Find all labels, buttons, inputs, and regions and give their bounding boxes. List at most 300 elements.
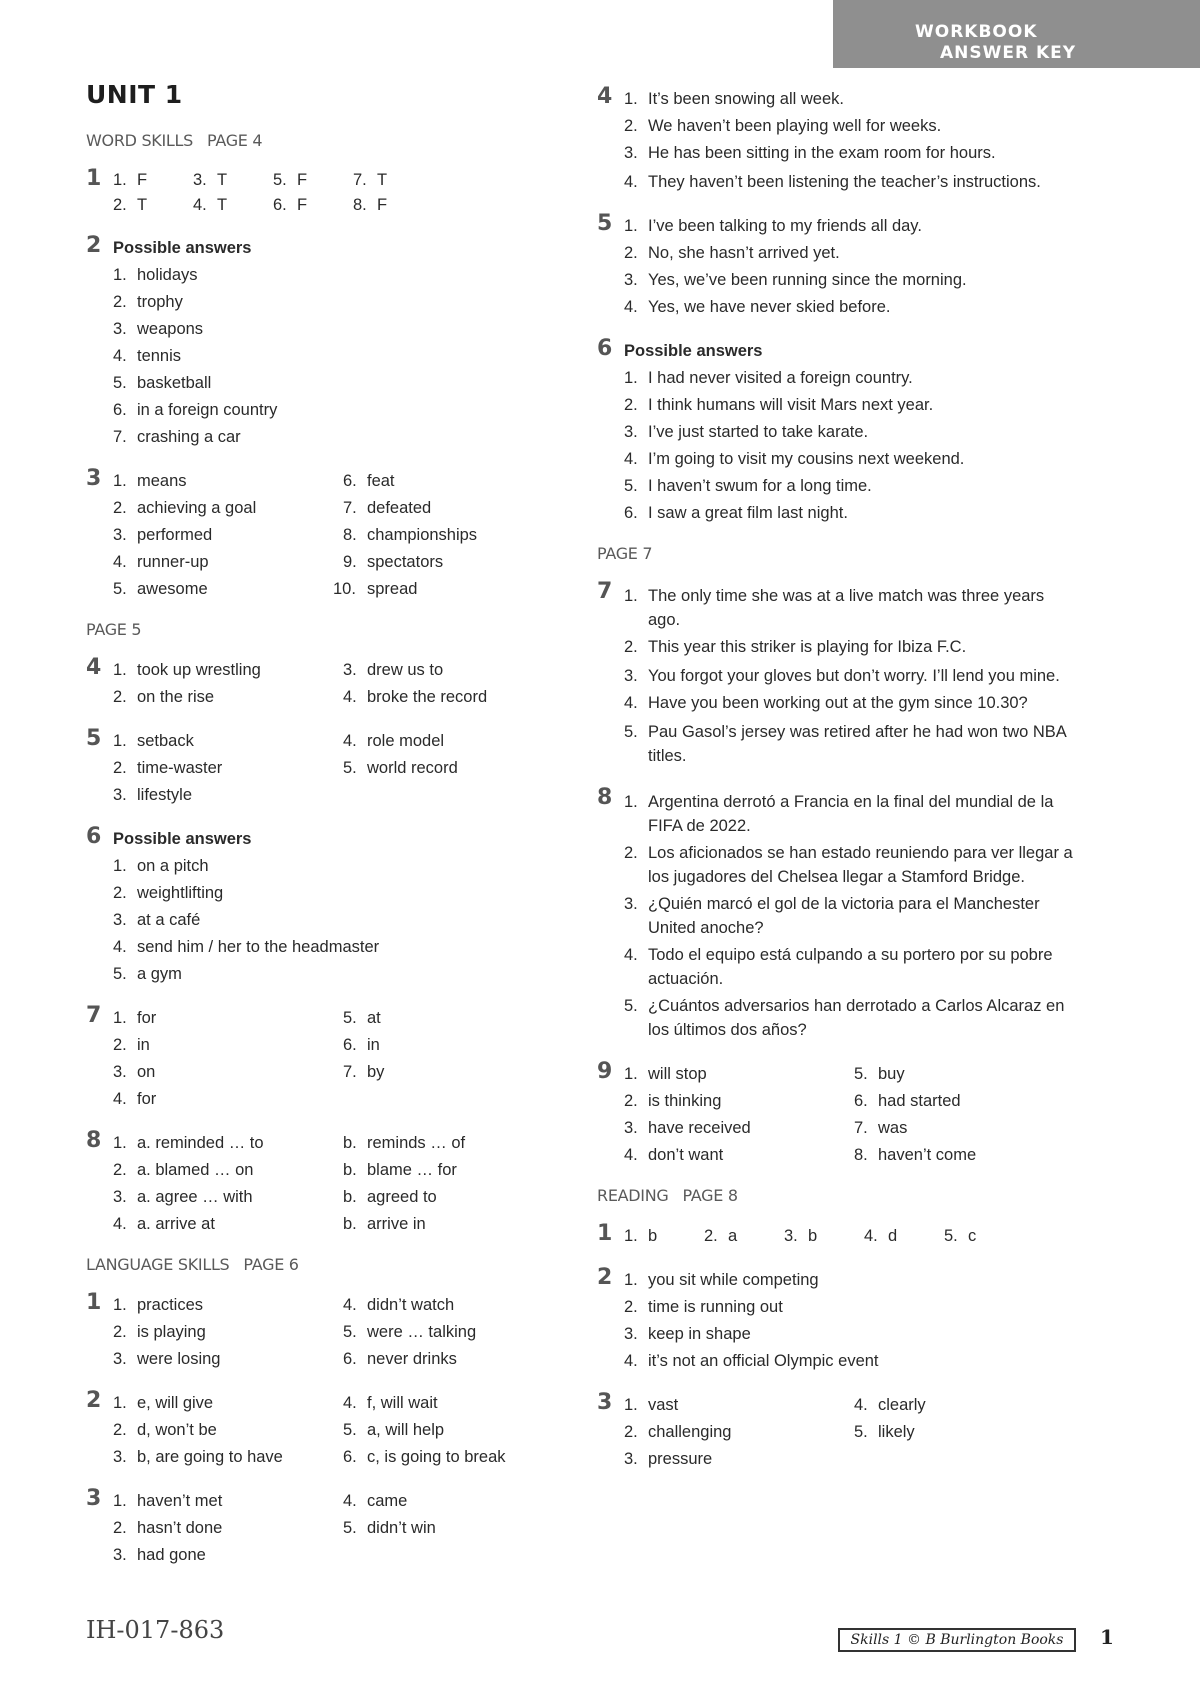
answer-number: 5. — [343, 1421, 357, 1439]
answer-text: d, won’t be — [137, 1421, 217, 1439]
answer-text: runner-up — [137, 553, 209, 571]
answer-text: performed — [137, 526, 213, 544]
exercise — [597, 1267, 1077, 1375]
answer-item — [854, 1061, 1084, 1088]
answer-item — [113, 1346, 343, 1373]
answer-item — [624, 664, 1077, 688]
answer-number: 1. — [624, 1271, 638, 1289]
answer-item — [944, 1223, 1024, 1250]
answer-number: 8. — [353, 196, 367, 214]
answer-text: I’ve been talking to my friends all day. — [648, 217, 922, 235]
answer-text: agreed to — [367, 1188, 437, 1206]
answer-number: 6. — [273, 196, 287, 214]
answer-number: 7. — [353, 171, 367, 189]
answer-text: Yes, we have never skied before. — [648, 298, 891, 316]
section-page: PAGE 4 — [207, 131, 263, 150]
answer-item — [113, 316, 566, 343]
page-number: 1 — [1100, 1625, 1114, 1649]
exercise — [597, 86, 1077, 196]
answer-number: 2. — [113, 1421, 127, 1439]
answer-item — [113, 1417, 343, 1444]
answer-text: d — [888, 1227, 898, 1245]
answer-item — [624, 584, 1077, 632]
answer-item — [343, 549, 573, 576]
answer-number: 2. — [113, 759, 127, 777]
answer-item — [273, 193, 353, 218]
answer-item — [624, 1223, 704, 1250]
answer-number: 1. — [624, 1396, 638, 1414]
answer-number: 1. — [113, 1009, 127, 1027]
answer-number: 3. — [113, 1063, 127, 1081]
answer-list — [113, 1005, 573, 1113]
answer-text: F — [297, 196, 308, 214]
left-column — [86, 80, 566, 1586]
section-page: PAGE 5 — [86, 620, 142, 639]
answer-item — [624, 365, 1077, 392]
answer-list — [624, 584, 1077, 768]
answer-text: have received — [648, 1119, 751, 1137]
answer-item — [113, 1211, 343, 1238]
answer-item — [343, 1292, 573, 1319]
footer-code: IH-017-863 — [86, 1616, 225, 1644]
answer-item — [113, 1319, 343, 1346]
answer-item — [624, 943, 1077, 991]
answer-item — [113, 907, 566, 934]
answer-text: likely — [878, 1423, 915, 1441]
answer-number: 3. — [624, 144, 638, 162]
exercise-number: 4 — [86, 655, 102, 680]
section-page: PAGE 8 — [682, 1186, 738, 1205]
answer-item — [113, 424, 566, 451]
answer-text: spectators — [367, 553, 444, 571]
answer-item — [113, 728, 343, 755]
answer-item — [113, 1005, 343, 1032]
answer-number: 1. — [113, 266, 127, 284]
answer-list — [624, 213, 1077, 321]
answer-text: Have you been working out at the gym since 10.30? — [648, 694, 1028, 712]
answer-number: 6. — [343, 1350, 357, 1368]
answer-item — [113, 1444, 343, 1471]
answer-text: T — [217, 196, 228, 214]
answer-list — [624, 790, 1077, 1042]
answer-number: 4. — [113, 1215, 127, 1233]
answer-text: f, will wait — [367, 1394, 438, 1412]
answer-text: drew us to — [367, 661, 444, 679]
answer-text: Argentina derrotó a Francia en la final del mundial de la FIFA de 2022. — [648, 793, 1054, 835]
answer-item — [113, 262, 566, 289]
answer-number: 4. — [624, 450, 638, 468]
answer-item — [113, 193, 193, 218]
answer-number: 2. — [624, 117, 638, 135]
answer-item — [113, 168, 193, 193]
answer-item — [343, 755, 573, 782]
answer-number: 6. — [343, 1448, 357, 1466]
answer-number: 9. — [343, 553, 357, 571]
answer-text: a gym — [137, 965, 182, 983]
answer-item — [113, 1542, 343, 1569]
answer-list — [624, 1392, 1084, 1473]
answer-number: 4. — [343, 1296, 357, 1314]
exercise-answers — [624, 1267, 1077, 1375]
answer-item — [343, 728, 573, 755]
exercise-number: 8 — [86, 1128, 102, 1153]
section-header-language-skills — [86, 1255, 566, 1274]
answer-text: c, is going to break — [367, 1448, 506, 1466]
exercise — [86, 1488, 566, 1569]
answer-number: 10. — [333, 580, 356, 598]
answer-number: 3. — [624, 1325, 638, 1343]
answer-number: 5. — [113, 374, 127, 392]
answer-text: a — [728, 1227, 738, 1245]
answer-number: 2. — [624, 1423, 638, 1441]
answer-text: T — [137, 196, 148, 214]
answer-item — [784, 1223, 864, 1250]
exercise-heading: Possible answers — [113, 830, 252, 848]
answer-item — [624, 86, 1077, 113]
exercise-number: 1 — [86, 1290, 102, 1315]
answer-text: time is running out — [648, 1298, 783, 1316]
exercise-number: 3 — [86, 1486, 102, 1511]
answer-item — [624, 140, 1077, 167]
exercise — [597, 1223, 1077, 1250]
exercise-answers — [624, 1223, 1077, 1250]
answer-number: 3. — [113, 1188, 127, 1206]
answer-list — [113, 468, 573, 603]
answer-text: haven’t come — [878, 1146, 977, 1164]
answer-item — [854, 1115, 1084, 1142]
exercise-answers — [624, 1061, 1084, 1169]
answer-number: 6. — [624, 504, 638, 522]
exercise-number: 7 — [597, 579, 613, 604]
answer-item — [624, 473, 1077, 500]
answer-text: holidays — [137, 266, 198, 284]
exercise-heading: Possible answers — [624, 342, 763, 360]
answer-number: 7. — [343, 1063, 357, 1081]
answer-number: 2. — [113, 1323, 127, 1341]
exercise-number: 8 — [597, 785, 613, 810]
answer-text: weapons — [137, 320, 204, 338]
answer-item — [333, 576, 573, 603]
answer-list — [113, 1292, 573, 1373]
answer-item — [343, 1346, 573, 1373]
answer-number: 4. — [343, 732, 357, 750]
answer-item — [624, 1267, 1077, 1294]
answer-list — [624, 1061, 1084, 1169]
answer-item — [343, 1390, 573, 1417]
answer-number: 3. — [784, 1227, 798, 1245]
answer-text: basketball — [137, 374, 212, 392]
answer-item — [624, 720, 1077, 768]
exercise-number: 2 — [86, 233, 102, 258]
answer-number: 3. — [624, 423, 638, 441]
answer-item — [624, 1392, 854, 1419]
exercise-number: 6 — [86, 824, 102, 849]
answer-number: 1. — [624, 587, 638, 605]
exercise-number: 3 — [597, 1390, 613, 1415]
exercise — [597, 787, 1077, 1044]
answer-item — [113, 1130, 343, 1157]
answer-text: a. blamed … on — [137, 1161, 254, 1179]
answer-item — [113, 343, 566, 370]
answer-number: 5. — [343, 1519, 357, 1537]
answer-item — [353, 168, 433, 193]
answer-number: 7. — [343, 499, 357, 517]
answer-number: 2. — [113, 196, 127, 214]
answer-text: pressure — [648, 1450, 713, 1468]
answer-number: 7. — [854, 1119, 868, 1137]
answer-number: 1. — [624, 217, 638, 235]
answer-number: 2. — [113, 1036, 127, 1054]
answer-number: 1. — [624, 793, 638, 811]
answer-item — [343, 684, 573, 711]
answer-item — [343, 1417, 573, 1444]
answer-list — [113, 728, 573, 809]
answer-item — [113, 684, 343, 711]
exercise-answers — [113, 468, 573, 603]
right-column — [597, 86, 1077, 1490]
answer-text: in — [137, 1036, 150, 1054]
exercise — [597, 1061, 1077, 1169]
answer-number: 1. — [113, 1296, 127, 1314]
answer-number: 1. — [113, 661, 127, 679]
answer-number: b. — [343, 1215, 357, 1233]
answer-item — [113, 1032, 343, 1059]
answer-number: 3. — [113, 911, 127, 929]
answer-number: 6. — [343, 472, 357, 490]
answer-text: in a foreign country — [137, 401, 278, 419]
exercise-number: 5 — [86, 726, 102, 751]
answer-text: didn’t win — [367, 1519, 436, 1537]
answer-text: world record — [367, 759, 458, 777]
answer-item — [624, 446, 1077, 473]
answer-number: 1. — [624, 1065, 638, 1083]
answer-item — [854, 1088, 1084, 1115]
answer-text: on — [137, 1063, 156, 1081]
answer-item — [343, 1515, 573, 1542]
answer-item — [624, 1142, 854, 1169]
answer-item — [624, 1115, 854, 1142]
answer-item — [113, 934, 566, 961]
answer-number: 2. — [113, 884, 127, 902]
exercise-answers — [624, 338, 1077, 527]
answer-item — [343, 1157, 573, 1184]
answer-item — [624, 267, 1077, 294]
answer-text: arrive in — [367, 1215, 426, 1233]
answer-item — [624, 634, 1077, 661]
answer-number: 5. — [113, 965, 127, 983]
copyright-box: Skills 1 © B Burlington Books — [838, 1628, 1076, 1652]
answer-item — [854, 1419, 1084, 1446]
answer-text: came — [367, 1492, 408, 1510]
answer-number: b. — [343, 1188, 357, 1206]
answer-text: e, will give — [137, 1394, 214, 1412]
exercise-answers — [624, 213, 1077, 321]
answer-text: at — [367, 1009, 381, 1027]
answer-text: Los aficionados se han estado reuniendo para ver llegar a los jugadores del Chelsea llegar a Stamford Bridge. — [648, 844, 1073, 886]
answer-text: means — [137, 472, 187, 490]
answer-number: 2. — [704, 1227, 718, 1245]
section-header-page-7 — [597, 544, 1077, 563]
answer-list — [624, 1223, 1077, 1250]
answer-item — [273, 168, 353, 193]
answer-item — [113, 495, 343, 522]
answer-text: took up wrestling — [137, 661, 261, 679]
exercise-number: 1 — [597, 1221, 613, 1246]
answer-text: were losing — [137, 1350, 221, 1368]
exercise — [86, 657, 566, 711]
answer-number: 6. — [113, 401, 127, 419]
answer-text: were … talking — [367, 1323, 477, 1341]
answer-text: on the rise — [137, 688, 215, 706]
answer-list — [113, 657, 573, 711]
answer-item — [343, 1032, 573, 1059]
answer-list — [113, 1130, 573, 1238]
exercise — [86, 1130, 566, 1238]
unit-title: UNIT 1 — [86, 80, 183, 109]
answer-text: I saw a great film last night. — [648, 504, 848, 522]
answer-text: don’t want — [648, 1146, 724, 1164]
answer-text: challenging — [648, 1423, 732, 1441]
answer-number: 5. — [944, 1227, 958, 1245]
answer-text: by — [367, 1063, 385, 1081]
exercise-answers — [624, 1392, 1084, 1473]
answer-number: 1. — [113, 171, 127, 189]
badge-line-2: ANSWER KEY — [940, 43, 1077, 63]
answer-number: b. — [343, 1134, 357, 1152]
answer-item — [343, 657, 573, 684]
answer-text: will stop — [648, 1065, 707, 1083]
answer-item — [704, 1223, 784, 1250]
answer-text: a. reminded … to — [137, 1134, 264, 1152]
answer-number: 2. — [113, 1161, 127, 1179]
exercise-answers — [624, 86, 1077, 196]
exercise-number: 1 — [86, 166, 102, 191]
answer-text: No, she hasn’t arrived yet. — [648, 244, 840, 262]
answer-number: 3. — [343, 661, 357, 679]
answer-item — [113, 522, 343, 549]
answer-number: 4. — [624, 1352, 638, 1370]
section-header-word-skills — [86, 131, 566, 150]
answer-text: had started — [878, 1092, 961, 1110]
answer-text: at a café — [137, 911, 201, 929]
answer-number: 4. — [113, 347, 127, 365]
answer-item — [864, 1223, 944, 1250]
exercise — [86, 1292, 566, 1373]
answer-text: You forgot your gloves but don’t worry. I’ll lend you mine. — [648, 667, 1060, 685]
exercise-answers — [113, 168, 566, 218]
exercise — [86, 1390, 566, 1471]
answer-number: 5. — [624, 477, 638, 495]
exercise-number: 4 — [597, 84, 613, 109]
answer-number: 4. — [343, 1492, 357, 1510]
answer-number: 4. — [193, 196, 207, 214]
answer-item — [113, 397, 566, 424]
exercise — [86, 1005, 566, 1113]
answer-item — [343, 1211, 573, 1238]
answer-text: crashing a car — [137, 428, 241, 446]
answer-text: was — [878, 1119, 908, 1137]
answer-item — [113, 755, 343, 782]
section-title: WORD SKILLS — [86, 131, 193, 150]
exercise-number: 3 — [86, 466, 102, 491]
answer-text: T — [377, 171, 388, 189]
answer-item — [624, 113, 1077, 140]
section-header-page-5 — [86, 620, 566, 639]
exercise-number: 9 — [597, 1059, 613, 1084]
answer-list — [113, 1488, 573, 1569]
answer-item — [113, 468, 343, 495]
answer-number: 3. — [193, 171, 207, 189]
answer-number: 3. — [624, 895, 638, 913]
answer-item — [624, 892, 1077, 940]
answer-number: 8. — [343, 526, 357, 544]
answer-number: 4. — [343, 688, 357, 706]
answer-item — [343, 1444, 573, 1471]
exercise — [597, 1392, 1077, 1473]
answer-list — [113, 168, 566, 218]
answer-number: 4. — [624, 694, 638, 712]
answer-text: in — [367, 1036, 380, 1054]
answer-item — [113, 853, 566, 880]
answer-text: Yes, we’ve been running since the morning. — [648, 271, 967, 289]
answer-text: role model — [367, 732, 445, 750]
exercise-number: 2 — [86, 1388, 102, 1413]
answer-number: 5. — [624, 723, 638, 741]
answer-text: vast — [648, 1396, 679, 1414]
answer-item — [343, 522, 573, 549]
answer-item — [113, 1488, 343, 1515]
answer-number: 5. — [343, 1009, 357, 1027]
exercise-answers — [113, 657, 573, 711]
answer-number: 5. — [854, 1065, 868, 1083]
answer-item — [113, 1390, 343, 1417]
exercise-answers — [113, 1390, 573, 1471]
answer-text: reminds … of — [367, 1134, 466, 1152]
answer-number: 1. — [113, 732, 127, 750]
answer-text: I haven’t swum for a long time. — [648, 477, 872, 495]
answer-text: a. agree … with — [137, 1188, 253, 1206]
answer-text: achieving a goal — [137, 499, 257, 517]
answer-list — [624, 1267, 1077, 1375]
answer-number: 4. — [624, 298, 638, 316]
answer-number: 3. — [113, 526, 127, 544]
answer-text: practices — [137, 1296, 204, 1314]
answer-item — [113, 1059, 343, 1086]
answer-item — [113, 1086, 343, 1113]
answer-text: didn’t watch — [367, 1296, 455, 1314]
exercise-number: 6 — [597, 336, 613, 361]
answer-text: a. arrive at — [137, 1215, 215, 1233]
badge-line-1: WORKBOOK — [915, 22, 1038, 42]
answer-text: The only time she was at a live match was three years ago. — [648, 587, 1045, 629]
answer-item — [624, 240, 1077, 267]
exercise-number: 2 — [597, 1265, 613, 1290]
exercise — [597, 581, 1077, 770]
answer-text: It’s been snowing all week. — [648, 90, 844, 108]
answer-text: clearly — [878, 1396, 926, 1414]
exercise — [86, 235, 566, 451]
answer-item — [113, 576, 343, 603]
answer-list — [113, 1390, 573, 1471]
answer-number: 4. — [624, 173, 638, 191]
answer-item — [193, 193, 273, 218]
answer-item — [624, 1061, 854, 1088]
answer-number: 3. — [624, 667, 638, 685]
answer-item — [624, 1446, 854, 1473]
answer-number: 4. — [864, 1227, 878, 1245]
answer-item — [624, 500, 1077, 527]
section-title: LANGUAGE SKILLS — [86, 1255, 230, 1274]
